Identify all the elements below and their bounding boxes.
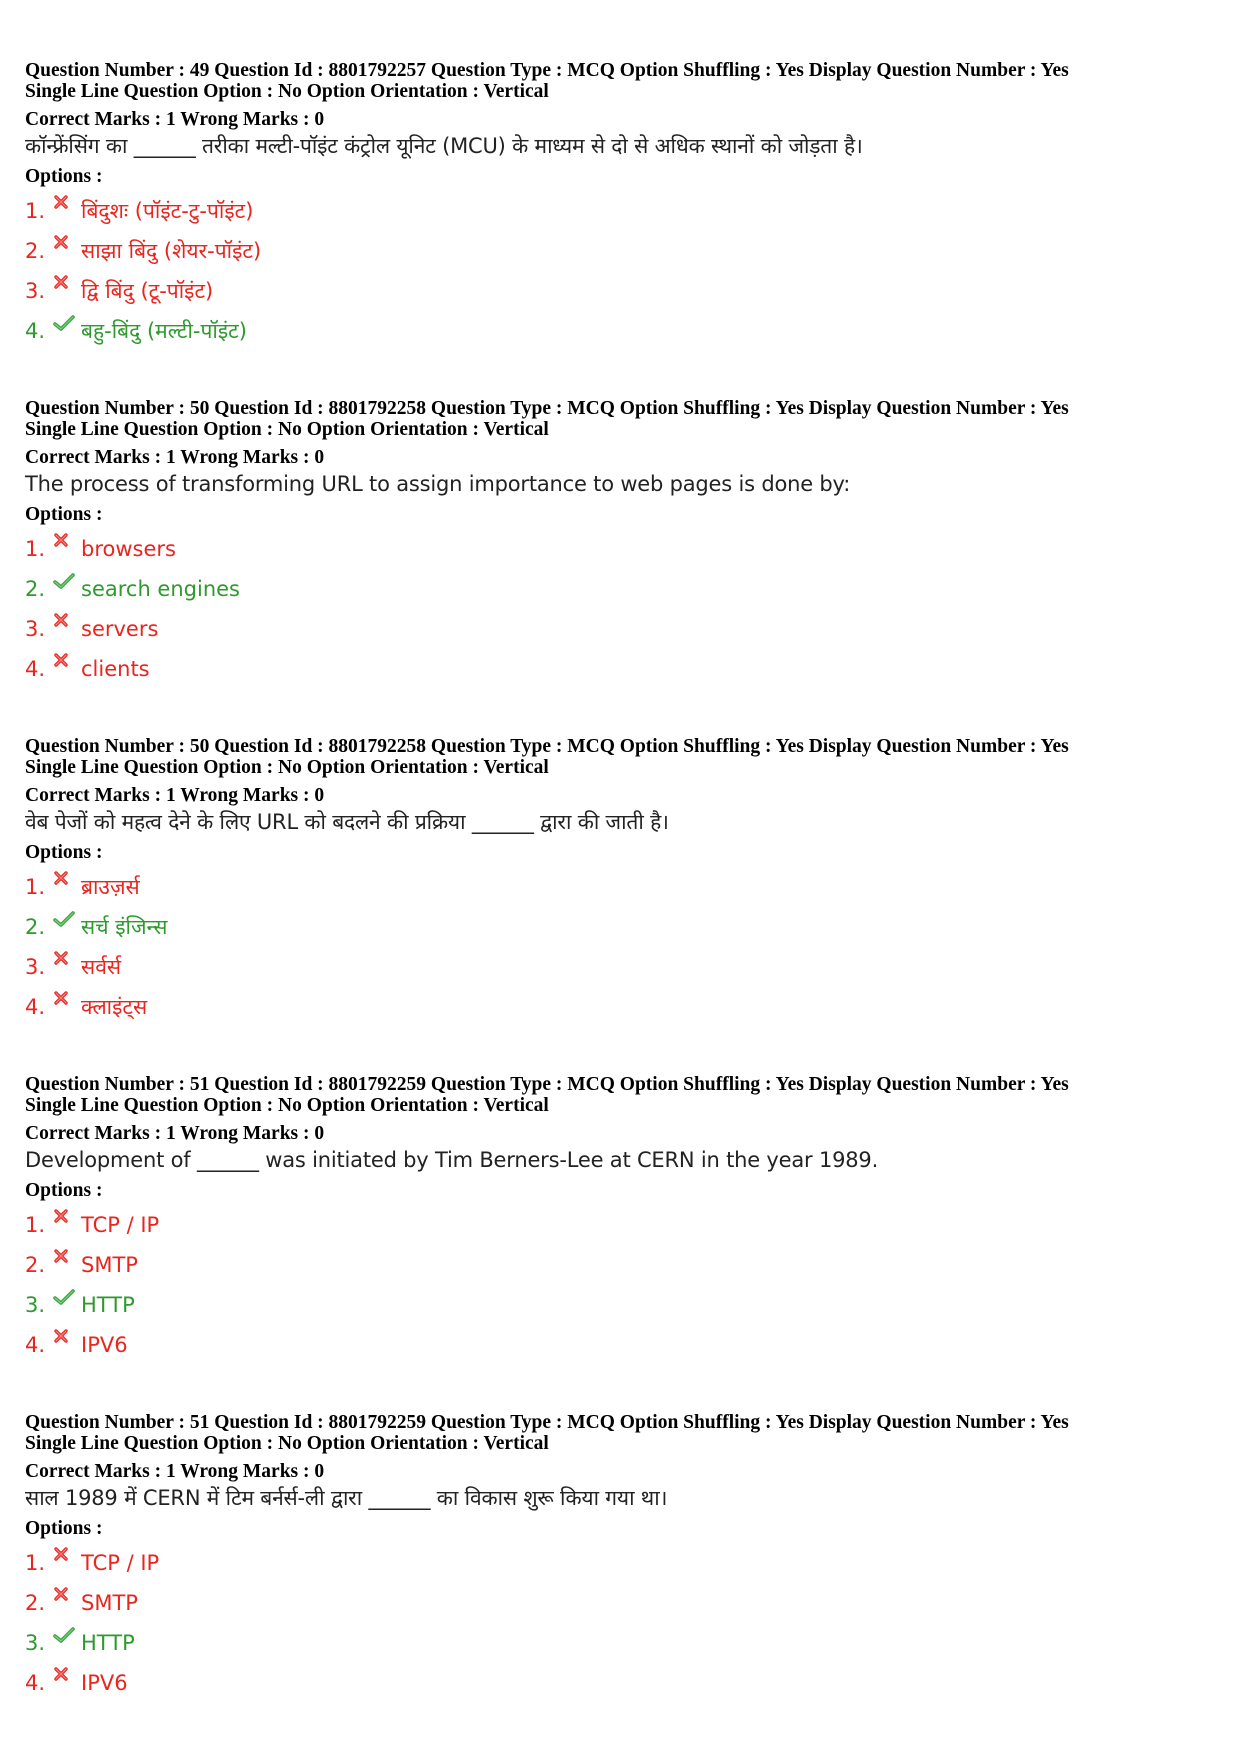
option-item [25, 191, 1225, 231]
check-icon [53, 910, 81, 932]
option-number: 3. [25, 955, 46, 979]
option-number: 4. [25, 319, 46, 343]
cross-icon [53, 1666, 81, 1688]
cross-icon [53, 234, 81, 256]
option-text: सर्वर्स [81, 955, 122, 979]
check-icon [53, 314, 81, 336]
option-item [25, 271, 1225, 311]
options-label: Options : [25, 1180, 103, 1201]
cross-icon [53, 1208, 81, 1230]
option-item [25, 1543, 1225, 1583]
option-text: TCP / IP [81, 1213, 160, 1237]
options-label: Options : [25, 504, 103, 525]
option-number: 3. [25, 1293, 46, 1317]
cross-icon [53, 612, 81, 634]
option-number: 1. [25, 1213, 46, 1237]
question-block [25, 398, 1225, 736]
option-item [25, 1623, 1225, 1663]
option-item [25, 609, 1225, 649]
question-text: The process of transforming URL to assign importance to web pages is done by: [25, 472, 851, 496]
cross-icon [53, 870, 81, 892]
cross-icon [53, 1546, 81, 1568]
question-block [25, 60, 1225, 398]
question-text: साल 1989 में CERN में टिम बर्नर्स-ली द्वारा ______ का विकास शुरू किया गया था। [25, 1486, 668, 1510]
option-text: TCP / IP [81, 1551, 160, 1575]
option-text: clients [81, 657, 150, 681]
option-number: 4. [25, 1333, 46, 1357]
question-paper [25, 60, 1225, 1750]
option-text: servers [81, 617, 159, 641]
question-marks: Correct Marks : 1 Wrong Marks : 0 [25, 447, 325, 468]
option-item [25, 1285, 1225, 1325]
option-number: 2. [25, 1591, 46, 1615]
option-number: 2. [25, 915, 46, 939]
option-text: HTTP [81, 1631, 135, 1655]
option-item [25, 569, 1225, 609]
option-number: 4. [25, 657, 46, 681]
option-item [25, 1325, 1225, 1365]
options-list [25, 1205, 1225, 1365]
option-number: 2. [25, 239, 46, 263]
option-item [25, 947, 1225, 987]
cross-icon [53, 950, 81, 972]
question-meta-line2: Single Line Question Option : No Option Orientation : Vertical [25, 419, 549, 440]
option-item [25, 907, 1225, 947]
option-text: साझा बिंदु (शेयर-पॉइंट) [81, 239, 262, 263]
option-number: 1. [25, 1551, 46, 1575]
options-list [25, 867, 1225, 1027]
question-meta-line2: Single Line Question Option : No Option Orientation : Vertical [25, 757, 549, 778]
option-number: 2. [25, 577, 46, 601]
options-label: Options : [25, 842, 103, 863]
question-text: Development of ______ was initiated by Tim Berners-Lee at CERN in the year 1989. [25, 1148, 879, 1172]
option-item [25, 529, 1225, 569]
check-icon [53, 1288, 81, 1310]
option-text: बहु-बिंदु (मल्टी-पॉइंट) [81, 319, 247, 343]
question-marks: Correct Marks : 1 Wrong Marks : 0 [25, 109, 325, 130]
question-text: वेब पेजों को महत्व देने के लिए URL को बदलने की प्रक्रिया ______ द्वारा की जाती है। [25, 810, 669, 834]
question-block [25, 1412, 1225, 1750]
option-number: 4. [25, 1671, 46, 1695]
cross-icon [53, 274, 81, 296]
option-item [25, 867, 1225, 907]
option-item [25, 1245, 1225, 1285]
option-number: 1. [25, 199, 46, 223]
options-label: Options : [25, 166, 103, 187]
option-item [25, 1583, 1225, 1623]
cross-icon [53, 990, 81, 1012]
option-number: 3. [25, 617, 46, 641]
cross-icon [53, 194, 81, 216]
option-item [25, 987, 1225, 1027]
question-marks: Correct Marks : 1 Wrong Marks : 0 [25, 1123, 325, 1144]
cross-icon [53, 652, 81, 674]
option-text: सर्च इंजिन्स [81, 915, 168, 939]
check-icon [53, 1626, 81, 1648]
options-list [25, 191, 1225, 351]
option-item [25, 1663, 1225, 1703]
option-text: बिंदुशः (पॉइंट-टु-पॉइंट) [81, 199, 254, 223]
cross-icon [53, 1328, 81, 1350]
question-meta-line2: Single Line Question Option : No Option Orientation : Vertical [25, 1095, 549, 1116]
option-text: search engines [81, 577, 240, 601]
options-label: Options : [25, 1518, 103, 1539]
option-number: 4. [25, 995, 46, 1019]
option-number: 1. [25, 537, 46, 561]
question-meta-line1: Question Number : 51 Question Id : 8801792259 Question Type : MCQ Option Shuffling : Yes Display Question Number : Yes [25, 1074, 1069, 1095]
cross-icon [53, 532, 81, 554]
option-item [25, 1205, 1225, 1245]
option-text: द्वि बिंदु (टू-पॉइंट) [81, 279, 214, 303]
option-text: SMTP [81, 1253, 138, 1277]
question-meta-line1: Question Number : 49 Question Id : 8801792257 Question Type : MCQ Option Shuffling : Yes Display Question Number : Yes [25, 60, 1069, 81]
option-number: 3. [25, 1631, 46, 1655]
option-text: browsers [81, 537, 176, 561]
question-marks: Correct Marks : 1 Wrong Marks : 0 [25, 785, 325, 806]
question-meta-line1: Question Number : 50 Question Id : 8801792258 Question Type : MCQ Option Shuffling : Yes Display Question Number : Yes [25, 398, 1069, 419]
check-icon [53, 572, 81, 594]
option-item [25, 649, 1225, 689]
option-text: SMTP [81, 1591, 138, 1615]
option-number: 3. [25, 279, 46, 303]
question-meta-line2: Single Line Question Option : No Option Orientation : Vertical [25, 81, 549, 102]
option-text: ब्राउज़र्स [81, 875, 140, 899]
options-list [25, 1543, 1225, 1703]
option-number: 1. [25, 875, 46, 899]
option-text: IPV6 [81, 1333, 128, 1357]
cross-icon [53, 1248, 81, 1270]
question-meta-line1: Question Number : 50 Question Id : 8801792258 Question Type : MCQ Option Shuffling : Yes Display Question Number : Yes [25, 736, 1069, 757]
option-item [25, 311, 1225, 351]
option-number: 2. [25, 1253, 46, 1277]
option-text: क्लाइंट्स [81, 995, 148, 1019]
cross-icon [53, 1586, 81, 1608]
option-text: IPV6 [81, 1671, 128, 1695]
question-meta-line2: Single Line Question Option : No Option Orientation : Vertical [25, 1433, 549, 1454]
question-meta-line1: Question Number : 51 Question Id : 8801792259 Question Type : MCQ Option Shuffling : Yes Display Question Number : Yes [25, 1412, 1069, 1433]
question-text: कॉन्फ्रेंसिंग का ______ तरीका मल्टी-पॉइंट कंट्रोल यूनिट (MCU) के माध्यम से दो से अधिक स्थानों को जोड़ता है। [25, 134, 863, 158]
question-block [25, 1074, 1225, 1412]
option-item [25, 231, 1225, 271]
option-text: HTTP [81, 1293, 135, 1317]
options-list [25, 529, 1225, 689]
question-block [25, 736, 1225, 1074]
question-marks: Correct Marks : 1 Wrong Marks : 0 [25, 1461, 325, 1482]
